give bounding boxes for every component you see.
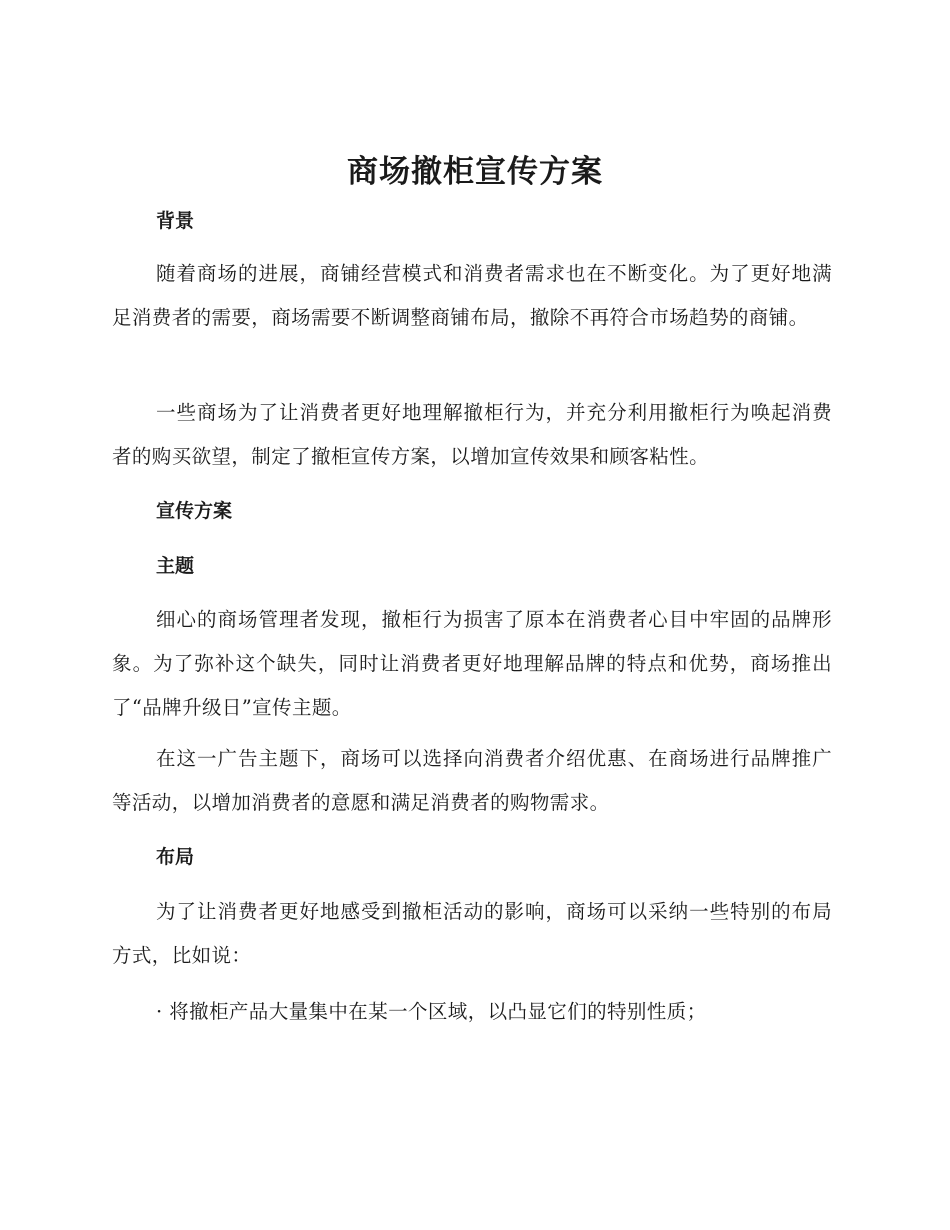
document-title: 商场撤柜宣传方案 — [347, 154, 603, 190]
paragraph-layout-1: 为了让消费者更好地感受到撤柜活动的影响，商场可以采纳一些特别的布局方式，比如说： — [112, 900, 832, 967]
section-heading-background: 背景 — [156, 210, 195, 232]
section-heading-plan: 宣传方案 — [156, 500, 233, 522]
section-heading-theme: 主题 — [156, 555, 195, 577]
paragraph-background-1: 随着商场的进展，商铺经营模式和消费者需求也在不断变化。为了更好地满足消费者的需要，商场需要不断调整商铺布局，撤除不再符合市场趋势的商铺。 — [112, 262, 832, 329]
paragraph-background-2: 一些商场为了让消费者更好地理解撤柜行为，并充分利用撤柜行为唤起消费者的购买欲望，制定了撤柜宣传方案，以增加宣传效果和顾客粘性。 — [112, 401, 832, 468]
section-heading-layout: 布局 — [156, 846, 195, 868]
paragraph-theme-2: 在这一广告主题下，商场可以选择向消费者介绍优惠、在商场进行品牌推广等活动，以增加消费者的意愿和满足消费者的购物需求。 — [112, 747, 832, 814]
paragraph-theme-1: 细心的商场管理者发现，撤柜行为损害了原本在消费者心目中牢固的品牌形象。为了弥补这个缺失，同时让消费者更好地理解品牌的特点和优势，商场推出了“品牌升级日”宣传主题。 — [112, 608, 832, 719]
list-item-layout-1: · 将撤柜产品大量集中在某一个区域，以凸显它们的特别性质； — [156, 1000, 707, 1023]
